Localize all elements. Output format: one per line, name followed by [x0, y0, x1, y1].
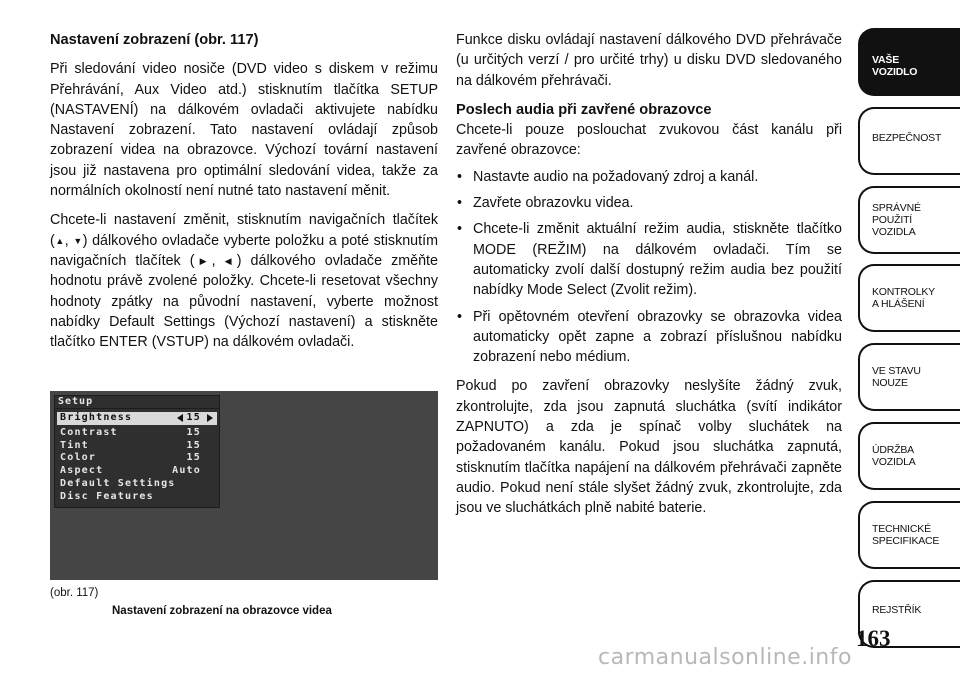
section-heading-audio-closed-screen: Poslech audia při zavřené obrazovce: [456, 101, 712, 118]
tab-label: REJSTŘÍK: [872, 604, 922, 617]
tab-label: VE STAVU NOUZE: [872, 365, 921, 390]
menu-row-brightness: [57, 412, 217, 425]
menu-row-default-settings: [55, 478, 219, 491]
list-item: • Zavřete obrazovku videa.: [456, 193, 842, 213]
section-heading-display-settings: Nastavení zobrazení (obr. 117): [50, 32, 259, 48]
tab-label: BEZPEČNOST: [872, 131, 942, 144]
menu-row-label: Disc Features: [60, 490, 154, 502]
separator: ,: [211, 252, 225, 269]
right-column: [456, 30, 842, 528]
paragraph-disc-functions: Funkce disku ovládají nastavení dálkového DVD přehrávače (u určitých verzí / pro určité trhy) u disku DVD sledovaného na dálkovém přehrávači.: [456, 32, 842, 89]
tab-spravne-pouziti-vozidla[interactable]: [858, 186, 960, 254]
menu-row-disc-features: [55, 491, 219, 504]
tab-kontrolky-a-hlaseni[interactable]: [858, 264, 960, 332]
chapter-tabs: [858, 28, 960, 658]
right-arrow-icon: ▶: [194, 255, 212, 266]
up-arrow-icon: ▲: [54, 235, 65, 246]
watermark: carmanualsonline.info: [598, 645, 852, 670]
setup-menu-title: Setup: [55, 396, 219, 409]
left-column: [50, 30, 438, 361]
paragraph-no-sound: Pokud po zavření obrazovky neslyšíte žádný zvuk, zkontrolujte, zda jsou zapnutá sluchátka (svítí indikátor ZAPNUTO) a zda je spínač volby sluchátek na požadovaném kanálu. Pokud jsou sluchátka zapnutá, stisknutím tlačítka napájení na dálkovém přehrávači zapněte audio. Pokud není stále slyšet žádný zvuk, zkontrolujte, zda jsou ve sluchátkách plně nabité baterie.: [456, 378, 842, 517]
menu-row-value: 15: [186, 412, 201, 423]
menu-row-value: 15: [186, 452, 201, 464]
right-arrow-icon: [207, 414, 213, 422]
menu-row-label: Tint: [60, 439, 89, 451]
paragraph-text: ) dálkového ovladače vyberte položku a poté stisknutím navigačních tlačítek (: [50, 232, 438, 269]
setup-menu-rows: [55, 409, 219, 507]
paragraph-text: Chcete-li nastavení změnit, stisknutím navigačních tlačítek (: [50, 212, 438, 249]
menu-row-value: 15: [186, 426, 201, 438]
list-item: • Při opětovném otevření obrazovky se obrazovka videa automaticky opět zapne a zobrazí příslušnou nabídku zobrazení nebo médium.: [456, 307, 842, 368]
menu-row-color: [55, 452, 219, 465]
paragraph-audio-lead: Chcete-li pouze poslouchat zvukovou část kanálu při zavřené obrazovce:: [456, 122, 842, 159]
left-arrow-icon: [177, 414, 183, 422]
separator: ,: [64, 232, 74, 249]
tab-label: SPRÁVNÉ POUŽITÍ VOZIDLA: [872, 201, 921, 238]
menu-row-label: Color: [60, 452, 97, 464]
down-arrow-icon: ▼: [73, 235, 83, 246]
menu-row-label: Contrast: [60, 426, 118, 438]
tab-label: ÚDRŽBA VOZIDLA: [872, 443, 916, 468]
menu-row-label: Aspect: [60, 465, 104, 477]
figure-caption: Nastavení zobrazení na obrazovce videa: [112, 605, 332, 617]
list-item: • Chcete-li změnit aktuální režim audia, stiskněte tlačítko MODE (REŽIM) na dálkovém ovladači. Tím se automaticky zvolí další dostupný režim audia bez použití nabídky Mode Select (Zvolit režim).: [456, 219, 842, 300]
tab-vase-vozidlo[interactable]: [858, 28, 960, 96]
tab-label: KONTROLKY A HLÁŠENÍ: [872, 286, 935, 311]
tab-udrzba-vozidla[interactable]: [858, 422, 960, 490]
setup-menu: [54, 395, 220, 508]
instruction-list: [456, 167, 842, 368]
paragraph-display-settings-intro: Při sledování video nosiče (DVD video s diskem v režimu Přehrávání, Aux Video atd.) stisknutím tlačítka SETUP (NASTAVENÍ) na dálkovém ovladači aktivujete nabídku Nastavení zobrazení. Tato nastavení ovládají způsob zobrazení videa na obrazovce. Výchozí tovární nastavení jsou již nastavena pro optimální sledování videa, takže za normálních okolností není nutné tato nastavení měnit.: [50, 61, 438, 200]
menu-row-value: Auto: [172, 465, 201, 477]
paragraph-change-settings: [50, 210, 438, 352]
list-item: • Nastavte audio na požadovaný zdroj a kanál.: [456, 167, 842, 187]
left-arrow-icon: ◀: [224, 255, 237, 266]
tab-bezpecnost[interactable]: [858, 107, 960, 175]
tab-label: TECHNICKÉ SPECIFIKACE: [872, 522, 940, 547]
menu-row-tint: [55, 440, 219, 453]
tab-technicke-specifikace[interactable]: [858, 501, 960, 569]
tab-ve-stavu-nouze[interactable]: [858, 343, 960, 411]
menu-row-value: 15: [186, 439, 201, 451]
menu-row-contrast: [55, 427, 219, 440]
paragraph-text: ) dálkového ovladače změňte hodnotu právě zvolené položky. Chcete-li resetovat všechny hodnoty zpátky na původní nastavení, vyberte možnost nabídky Default Settings (Výchozí nastavení) a stiskněte tlačítko ENTER (VSTUP) na dálkovém ovladači.: [50, 252, 438, 351]
figure-number: (obr. 117): [50, 587, 99, 599]
menu-row-label: Brightness: [60, 412, 133, 423]
setup-menu-figure: [50, 391, 438, 580]
menu-row-label: Default Settings: [60, 477, 176, 489]
menu-row-aspect: [55, 465, 219, 478]
tab-label: VAŠE VOZIDLO: [872, 54, 918, 78]
page-number: 163: [856, 626, 891, 651]
